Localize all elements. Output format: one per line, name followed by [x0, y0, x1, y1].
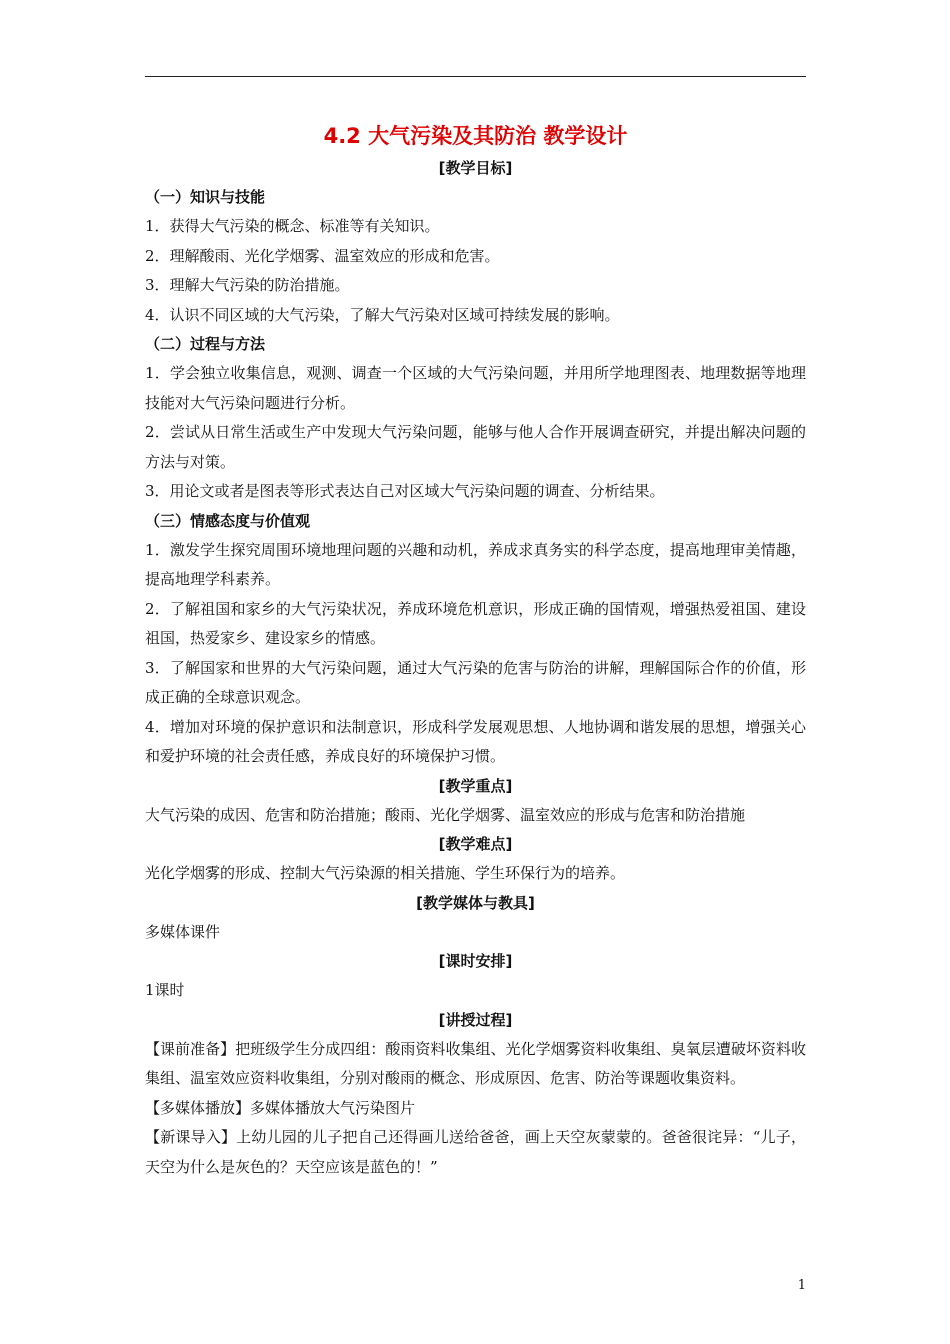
document-body [145, 118, 806, 1182]
lecture-paragraph [145, 1094, 806, 1124]
media-text: 多媒体课件 [145, 922, 221, 941]
knowledge-heading: （一）知识与技能 [145, 188, 266, 206]
difficulty-text: 光化学烟雾的形成、控制大气污染源的相关措施、学生环保行为的培养。 [145, 864, 626, 882]
list-item: 1．学会独立收集信息，观测、调查一个区域的大气污染问题，并用所学地理图表、地理数据等地理技能对大气污染问题进行分析。 [145, 364, 806, 412]
focus-heading: [教学重点] [438, 776, 513, 795]
lecture-lead: 【新课导入】 [145, 1128, 237, 1146]
page-number: 1 [797, 1278, 806, 1293]
lecture-heading: [讲授过程] [438, 1010, 513, 1029]
focus-text: 大气污染的成因、危害和防治措施；酸雨、光化学烟雾、温室效应的形成与危害和防治措施 [145, 805, 746, 824]
lecture-paragraph [145, 1035, 806, 1094]
media-heading: [教学媒体与教具] [416, 893, 535, 912]
lecture-lead: 【课前准备】 [145, 1039, 236, 1058]
schedule-text: 1课时 [145, 981, 185, 999]
lecture-paragraph [145, 1123, 806, 1182]
header-rule [145, 76, 806, 77]
list-item: 4．认识不同区域的大气污染，了解大气污染对区域可持续发展的影响。 [145, 305, 620, 324]
lecture-text: 上幼儿园的儿子把自己还得画儿送给爸爸，画上天空灰蒙蒙的。爸爸很诧异：“儿子，天空为什么是灰色的？天空应该是蓝色的！” [145, 1128, 806, 1176]
list-item: 3．用论文或者是图表等形式表达自己对区域大气污染问题的调查、分析结果。 [145, 482, 665, 500]
difficulty-heading: [教学难点] [438, 835, 513, 853]
list-item: 1．获得大气污染的概念、标准等有关知识。 [145, 217, 440, 235]
lecture-lead: 【多媒体播放】 [145, 1098, 251, 1117]
objectives-heading: [教学目标] [438, 159, 513, 177]
list-item: 4．增加对环境的保护意识和法制意识，形成科学发展观思想、人地协调和谐发展的思想，增强关心和爱护环境的社会责任感，养成良好的环境保护习惯。 [145, 717, 806, 765]
lecture-text: 把班级学生分成四组：酸雨资料收集组、光化学烟雾资料收集组、臭氧层遭破坏资料收集组、温室效应资料收集组，分别对酸雨的概念、形成原因、危害、防治等课题收集资料。 [145, 1039, 806, 1087]
list-item: 2．理解酸雨、光化学烟雾、温室效应的形成和危害。 [145, 246, 500, 265]
attitude-heading: （三）情感态度与价值观 [145, 511, 311, 530]
list-item: 2．了解祖国和家乡的大气污染状况，养成环境危机意识，形成正确的国情观，增强热爱祖国、建设祖国，热爱家乡、建设家乡的情感。 [145, 599, 806, 647]
schedule-heading: [课时安排] [438, 952, 513, 970]
list-item: 3．了解国家和世界的大气污染问题，通过大气污染的危害与防治的讲解，理解国际合作的价值，形成正确的全球意识观念。 [145, 658, 806, 706]
document-title: 4.2 大气污染及其防治 教学设计 [323, 124, 628, 148]
list-item: 2．尝试从日常生活或生产中发现大气污染问题，能够与他人合作开展调查研究，并提出解决问题的方法与对策。 [145, 423, 806, 471]
list-item: 3．理解大气污染的防治措施。 [145, 276, 350, 294]
list-item: 1．激发学生探究周围环境地理问题的兴趣和动机，养成求真务实的科学态度，提高地理审美情趣，提高地理学科素养。 [145, 540, 806, 588]
process-heading: （二）过程与方法 [145, 335, 266, 353]
lecture-text: 多媒体播放大气污染图片 [250, 1098, 416, 1117]
